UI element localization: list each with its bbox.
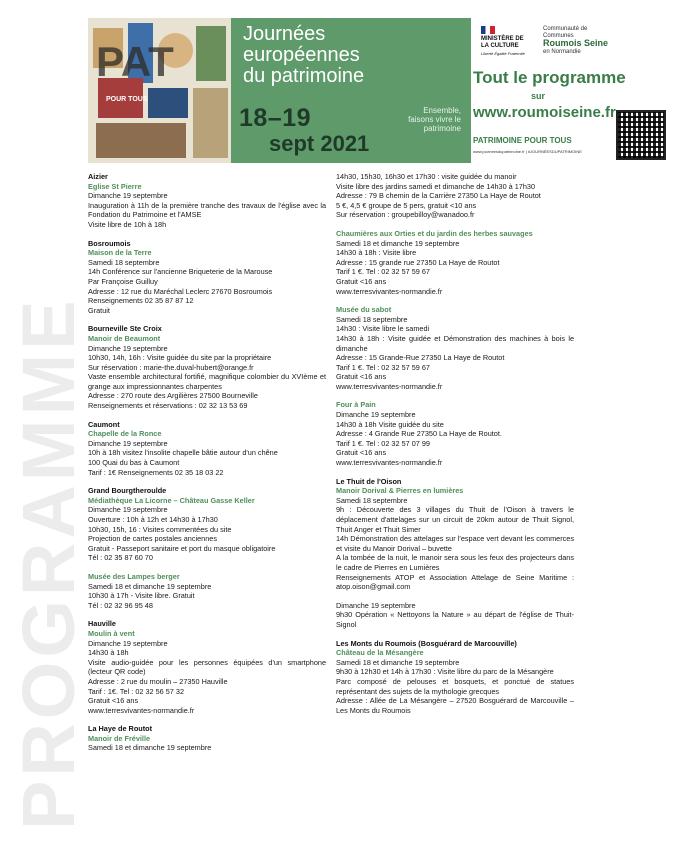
event-entry xyxy=(336,477,574,630)
event-detail: www.terresvivantes-normandie.fr xyxy=(336,286,443,296)
marianne-logo xyxy=(481,26,495,34)
site-name: Four à Pain xyxy=(336,400,376,410)
event-detail: Adresse : 2 rue du moulin – 27350 Hauville xyxy=(88,676,228,686)
event-detail: Samedi 18 septembre xyxy=(336,495,408,505)
event-detail: Gratuit <16 ans xyxy=(336,448,387,458)
event-entry xyxy=(88,324,326,410)
site-name: Château de la Mésangère xyxy=(336,648,424,658)
qr-code-icon[interactable] xyxy=(616,110,666,160)
event-detail: Visite audio-guidée pour les personnes équipées d'un smartphone (lecteur QR code) xyxy=(88,657,326,677)
event-detail: Samedi 18 et dimanche 19 septembre xyxy=(88,743,212,753)
event-entry xyxy=(336,229,574,296)
event-detail: 14h30 à 18h : Visite libre xyxy=(336,248,417,258)
event-entry xyxy=(336,172,574,220)
event-detail: Gratuit <16 ans xyxy=(336,276,387,286)
spacer xyxy=(336,592,574,601)
event-detail: Samedi 18 et dimanche 19 septembre xyxy=(336,238,460,248)
event-detail: 14h Conférence sur l'ancienne Briqueterie de la Marouse xyxy=(88,267,273,277)
event-detail: Adresse : 4 Grande Rue 27350 La Haye de Routot. xyxy=(336,429,502,439)
event-detail: Par Françoise Guilluy xyxy=(88,276,158,286)
town-name: Bosroumois xyxy=(88,238,131,248)
event-detail: Gratuit - Passeport sanitaire et port du masque obligatoire xyxy=(88,543,276,553)
event-detail: Adresse : Allée de La Mésangère – 27520 Bosguérard de Marcouville – Les Monts du Roumois xyxy=(336,696,574,715)
site-name: Maison de la Terre xyxy=(88,248,152,258)
town-name: Hauville xyxy=(88,619,116,629)
site-name: Musée du sabot xyxy=(336,305,392,315)
event-entry xyxy=(336,400,574,467)
community-logo: Communauté de Communes Roumois Seine en Normandie xyxy=(543,26,609,55)
event-detail: Tarif : 1€. Tel : 02 32 56 57 32 xyxy=(88,686,185,696)
town-name: Aizier xyxy=(88,172,108,181)
event-detail: Dimanche 19 septembre xyxy=(88,438,168,448)
event-title: Journées européennes du patrimoine xyxy=(243,23,365,87)
event-title-panel xyxy=(231,18,471,163)
left-column xyxy=(88,172,326,762)
event-entry xyxy=(88,239,326,316)
site-name: Manoir Dorival & Pierres en lumières xyxy=(336,486,464,496)
event-tagline: Ensemble, faisons vivre le patrimoine xyxy=(408,106,461,133)
patrimoine-pour-tous: PATRIMOINE POUR TOUS xyxy=(473,136,572,145)
art-pour-tous: POUR TOUS xyxy=(106,96,148,103)
right-column xyxy=(336,172,574,724)
ministry-logo: MINISTÈRE DE LA CULTURE Liberté Égalité Fraternité xyxy=(481,36,525,56)
event-detail: Dimanche 19 septembre xyxy=(336,600,416,610)
event-detail: Renseignements et réservations : 02 32 13 53 69 xyxy=(88,401,248,411)
event-detail: 10h à 18h visitez l'insolite chapelle bâtie autour d'un chêne xyxy=(88,448,278,458)
program-info-panel xyxy=(473,18,626,163)
event-detail: Parc composé de pelouses et bosquets, et ponctué de statues représentant des sujets de la mythologie grecques xyxy=(336,676,574,696)
event-detail: Gratuit <16 ans xyxy=(336,372,387,382)
event-detail: Gratuit <16 ans xyxy=(88,696,139,706)
event-detail: Tél : 02 32 96 95 48 xyxy=(88,600,153,610)
event-detail: Adresse : 270 route des Argilières 27500 Bourneville xyxy=(88,391,258,401)
event-entry xyxy=(88,420,326,478)
event-year: sept 2021 xyxy=(269,131,370,156)
event-detail: Dimanche 19 septembre xyxy=(88,505,168,515)
event-detail: 14h Démonstration des attelages sur l'espace vert devant les commerces et visite du Manoir Dorival – buvette xyxy=(336,534,574,553)
site-name: Médiathèque La Licorne – Château Gasse Keller xyxy=(88,495,255,505)
event-detail: 14h30 à 18h : Visite guidée et Démonstration des machines à bois le dimanche xyxy=(336,333,574,353)
town-name: Grand Bourgtheroulde xyxy=(88,486,167,496)
event-detail: Renseignements ATOP et Association Attelage de Seine Maritime : atop.oison@gmail.com xyxy=(336,572,574,592)
event-entry xyxy=(88,724,326,753)
programme-watermark: PROGRAMME xyxy=(7,296,90,830)
event-detail: 100 Quai du bas à Caumont xyxy=(88,458,180,468)
event-detail: 9h : Découverte des 3 villages du Thuit de l'Oison à travers le déplacement d'attelages sur un circuit de 20km autour de Thuit Signol, Thuit Anger et Thuit Simer xyxy=(336,505,574,534)
site-name: Eglise St Pierre xyxy=(88,181,142,191)
event-detail: Samedi 18 septembre xyxy=(88,257,160,267)
event-detail: Gratuit xyxy=(88,305,110,315)
event-detail: Dimanche 19 septembre xyxy=(336,410,416,420)
event-detail: Visite libre des jardins samedi et dimanche de 14h30 à 17h30 xyxy=(336,181,536,191)
town-name: Les Monts du Roumois (Bosguérard de Marcouville) xyxy=(336,638,517,648)
town-name: Bourneville Ste Croix xyxy=(88,324,162,334)
event-detail: Adresse : 15 grande rue 27350 La Haye de Routot xyxy=(336,257,500,267)
site-name: Musée des Lampes berger xyxy=(88,571,180,581)
event-detail: 5 €, 4,5 € groupe de 5 pers, gratuit <10 ans xyxy=(336,200,477,210)
program-heading: Tout le programme xyxy=(473,68,626,87)
event-detail: www.terresvivantes-normandie.fr xyxy=(88,705,195,715)
site-name: Chaumières aux Orties et du jardin des herbes sauvages xyxy=(336,228,533,238)
event-detail: Samedi 18 septembre xyxy=(336,314,408,324)
event-detail: Visite libre de 10h à 18h xyxy=(88,219,167,229)
event-detail: 14h30 à 18h Visite guidée du site xyxy=(336,419,444,429)
event-detail: Adresse : 79 B chemin de la Carrière 27350 La Haye de Routot xyxy=(336,191,541,201)
event-detail: Vaste ensemble architectural fortifié, magnifique colombier du XVIème et grange aux impressionnantes charpentes xyxy=(88,372,326,391)
illustration xyxy=(88,18,231,163)
site-name: Manoir de Beaumont xyxy=(88,333,161,343)
event-detail: Tél : 02 35 87 60 70 xyxy=(88,553,153,563)
event-detail: Renseignements 02 35 87 87 12 xyxy=(88,296,194,306)
site-name: Moulin à vent xyxy=(88,628,135,638)
event-detail: Dimanche 19 septembre xyxy=(88,638,168,648)
program-website-link[interactable]: www.roumoiseine.fr xyxy=(473,104,616,121)
event-detail: 10h30, 15h, 16 : Visites commentées du site xyxy=(88,524,232,534)
event-entry xyxy=(88,172,326,230)
site-name: Manoir de Fréville xyxy=(88,733,151,743)
header-banner xyxy=(88,18,626,163)
event-detail: Samedi 18 et dimanche 19 septembre xyxy=(336,657,460,667)
event-detail: Tarif 1 €. Tel : 02 32 57 59 67 xyxy=(336,362,430,372)
program-sur: sur xyxy=(531,91,546,101)
town-name: Le Thuit de l'Oison xyxy=(336,476,402,486)
event-entry xyxy=(88,572,326,610)
header-footer-links: www.journeesdupatrimoine.fr | #JOURNÉESDUPATRIMOINE xyxy=(473,149,582,154)
event-detail: 14h30, 15h30, 16h30 et 17h30 : visite guidée du manoir xyxy=(336,172,517,181)
event-detail: www.terresvivantes-normandie.fr xyxy=(336,381,443,391)
event-detail: Ouverture : 10h à 12h et 14h30 à 17h30 xyxy=(88,515,218,524)
event-detail: www.terresvivantes-normandie.fr xyxy=(336,458,443,468)
event-entry xyxy=(336,305,574,391)
logos xyxy=(473,22,673,66)
event-detail: Dimanche 19 septembre xyxy=(88,343,168,353)
event-detail: Tarif : 1€ Renseignements 02 35 18 03 22 xyxy=(88,467,224,477)
art-letters: PAT xyxy=(96,38,174,85)
event-detail: 14h30 : Visite libre le samedi xyxy=(336,324,430,334)
event-detail: Sur réservation : groupebilloy@wanadoo.fr xyxy=(336,210,475,220)
event-detail: Adresse : 15 Grande-Rue 27350 La Haye de Routot xyxy=(336,353,505,363)
event-detail: 10h30, 14h, 16h : Visite guidée du site par la propriétaire xyxy=(88,353,272,363)
event-detail: A la tombée de la nuit, le manoir sera sous les feux des projecteurs dans le cadre de Pierres en Lumières xyxy=(336,553,574,572)
event-detail: Projection de cartes postales anciennes xyxy=(88,534,217,544)
town-name: La Haye de Routot xyxy=(88,724,153,734)
event-detail: Inauguration à 11h de la première tranche des travaux de l'église avec la Fondation du Patrimoine et l'AMSE xyxy=(88,200,326,220)
event-entry xyxy=(336,639,574,716)
event-detail: 14h30 à 18h xyxy=(88,648,129,658)
event-detail: 10h30 à 17h - Visite libre. Gratuit xyxy=(88,591,195,601)
site-name: Chapelle de la Ronce xyxy=(88,429,162,439)
event-detail: 9h30 à 12h30 et 14h à 17h30 : Visite libre du parc de la Mésangère xyxy=(336,667,554,677)
event-detail: 9h30 Opération « Nettoyons la Nature » au départ de l'église de Thuit-Signol xyxy=(336,610,574,629)
event-entry xyxy=(88,619,326,715)
town-name: Caumont xyxy=(88,419,120,429)
event-detail: Tarif 1 €. Tel : 02 32 57 07 99 xyxy=(336,438,430,448)
event-detail: Tarif 1 €. Tel : 02 32 57 59 67 xyxy=(336,267,430,277)
event-dates: 18–19 xyxy=(239,104,312,132)
event-entry xyxy=(88,486,326,563)
event-detail: Dimanche 19 septembre xyxy=(88,191,168,201)
event-detail: Samedi 18 et dimanche 19 septembre xyxy=(88,581,212,591)
event-detail: Adresse : 12 rue du Maréchal Leclerc 27670 Bosroumois xyxy=(88,286,273,296)
event-detail: Sur réservation : marie-the.duval-hubert@orange.fr xyxy=(88,362,254,372)
